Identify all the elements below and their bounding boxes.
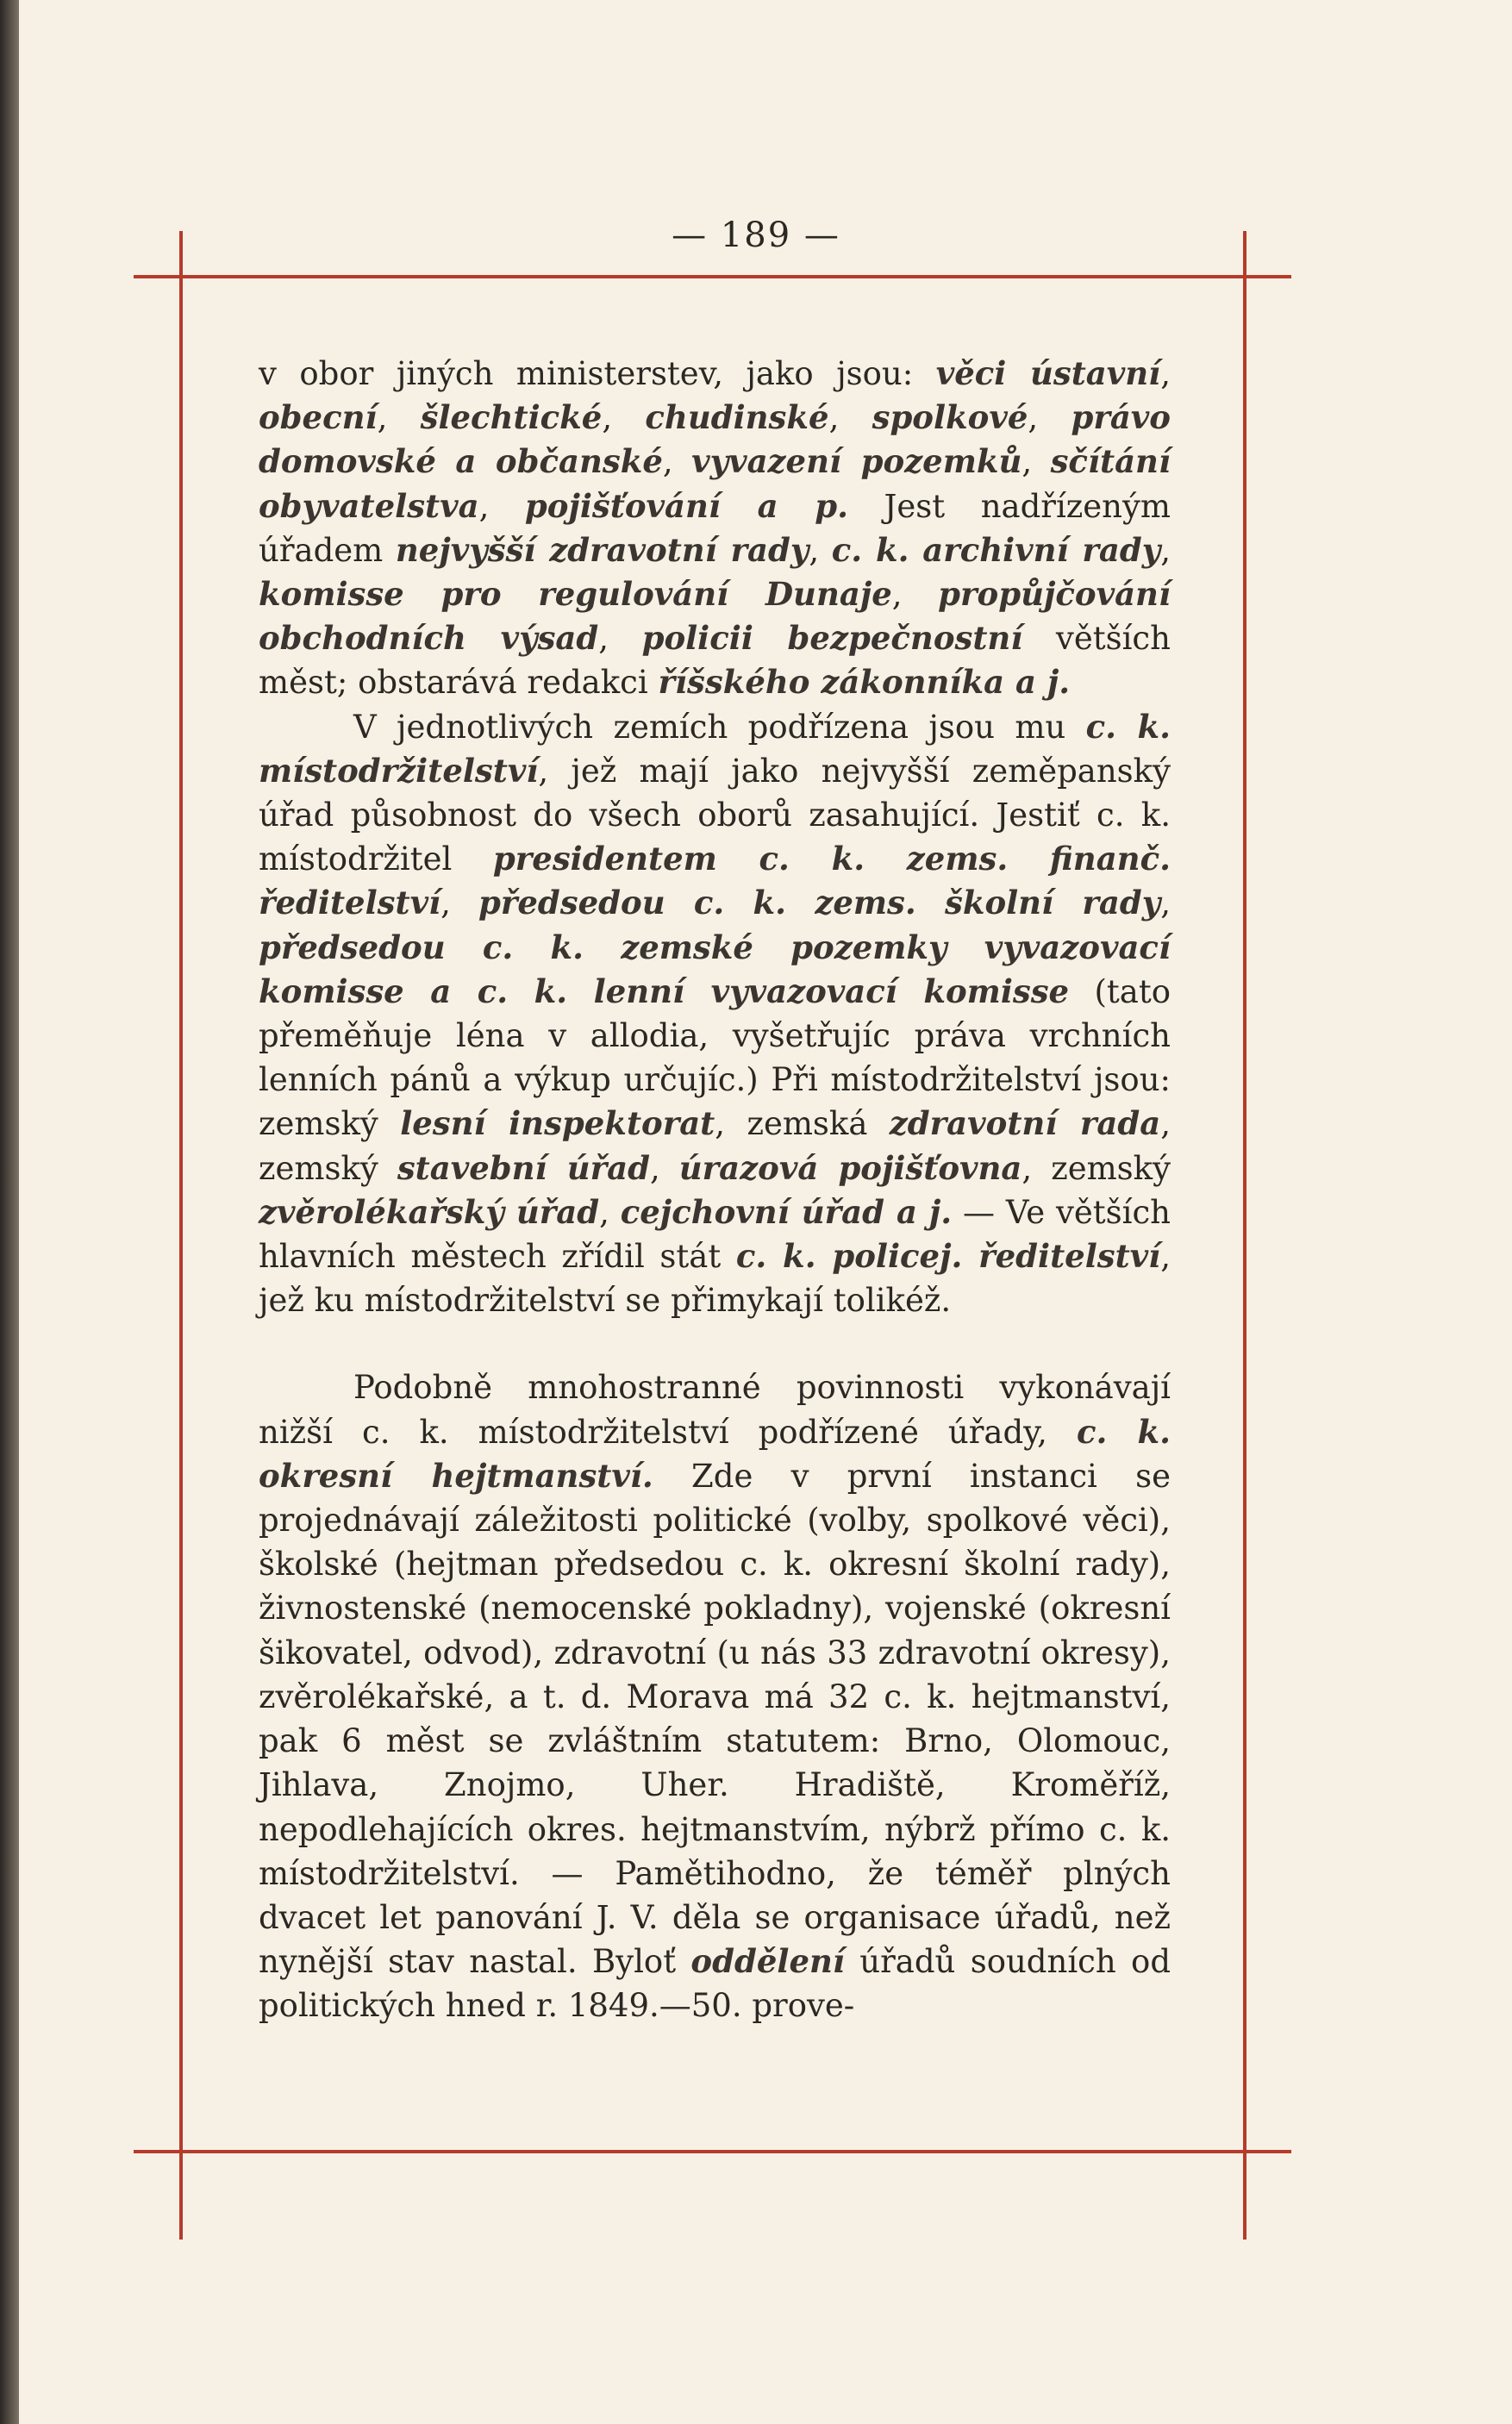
emphasized-term: věci ústavní — [935, 354, 1161, 392]
text-run: , jež ku místodržitelství se přimykají tolikéž. — [259, 1238, 1171, 1320]
text-run: , — [1022, 443, 1051, 481]
paragraph-1 — [259, 352, 1171, 705]
text-run: úřadů soudních od politických hned r. 1849.—50. prove- — [259, 1943, 1171, 2025]
emphasized-term: spolkové — [872, 398, 1028, 437]
text-run: větších měst; obstarává redakci — [259, 620, 1171, 702]
body-text — [259, 352, 1171, 2028]
text-run: v obor jiných ministerstev, jako jsou: — [259, 355, 936, 392]
emphasized-term: policii bezpečnostní — [641, 619, 1023, 658]
emphasized-term: c. k. místodržitelství — [259, 707, 1171, 790]
emphasized-term: zvěrolékařský úřad — [259, 1192, 600, 1231]
text-run: , — [891, 576, 939, 614]
emphasized-term: pojišťování a p. — [524, 486, 849, 525]
emphasized-term: c. k. okresní hejtmanství. — [259, 1412, 1171, 1495]
text-run: , zemská — [715, 1105, 890, 1143]
text-run: , — [649, 1149, 679, 1187]
text-run: Jest nadřízeným úřadem — [259, 487, 1171, 569]
text-run: , — [599, 1193, 621, 1231]
emphasized-term: c. k. policej. ředitelství — [735, 1237, 1161, 1276]
text-run: (tato přeměňuje léna v allodia, vyšetřujíc práva vrchních lenních pánů a výkup určujíc.) Při místodržitelství jsou: zemský — [259, 972, 1171, 1143]
emphasized-term: úrazová pojišťovna — [678, 1148, 1022, 1187]
text-run: , — [1160, 884, 1171, 922]
emphasized-term: oddělení — [690, 1942, 845, 1981]
text-run: , — [1160, 531, 1171, 569]
text-run: Podobně mnohostranné povinnosti vykonávají nižší c. k. místodržitelství podřízené úřady, — [259, 1369, 1171, 1451]
text-run: , zemský — [259, 1105, 1171, 1187]
text-run: , — [1160, 355, 1171, 392]
text-run: , — [828, 399, 872, 437]
emphasized-term: lesní inspektorat — [400, 1104, 715, 1143]
text-run: , — [809, 531, 832, 569]
text-run: , — [377, 399, 421, 437]
top-border-rule — [134, 275, 1291, 278]
page-number: — 189 — — [672, 216, 840, 255]
text-run: , jež mají jako nejvyšší zeměpanský úřad působnost do všech oborů zasahující. Jestiť c. k. místodržitel — [259, 752, 1171, 878]
text-run: , — [1028, 399, 1072, 437]
book-spine-shadow — [0, 0, 19, 2424]
paragraph-2 — [259, 705, 1171, 1323]
text-run: , — [662, 443, 692, 481]
emphasized-term: c. k. archivní rady — [831, 530, 1161, 569]
emphasized-term: chudinské — [645, 398, 829, 437]
text-run: , zemský — [1022, 1149, 1171, 1187]
text-run: , — [478, 487, 525, 525]
emphasized-term: předsedou c. k. zemské pozemky vyvazovací komisse a c. k. lenní vyvazovací komisse — [259, 928, 1171, 1010]
text-run: , — [602, 399, 646, 437]
text-run: — Ve větších hlavních městech zřídil stát — [259, 1193, 1171, 1276]
left-border-rule — [179, 231, 183, 2240]
text-run: Zde v první instanci se projednávají záležitosti politické (volby, spolkové věci), školské (hejtman předsedou c. k. okresní školní rady), živnostenské (nemocenské pokladny), vojenské (okresní šikovatel, odvod), zdravotní (u nás 33 zdravotní okresy), zvěrolékařské, a t. d. Morava má 32 c. k. hejtmanství, pak 6 měst se zvláštním statutem: Brno, Olomouc, Jihlava, Znojmo, Uher. Hradiště, Kroměříž, nepodlehajících okres. hejtmanstvím, nýbrž přímo c. k. místodržitelství. — Pamětihodno, že téměř plných dvacet let panování J. V. děla se organisace úřadů, než nynější stav nastal. Byloť — [259, 1457, 1171, 1981]
emphasized-term: nejvyšší zdravotní rady — [395, 530, 809, 569]
emphasized-term: zdravotní rada — [889, 1104, 1161, 1143]
emphasized-term: šlechtické — [420, 398, 603, 437]
emphasized-term: předsedou c. k. zems. školní rady — [478, 884, 1161, 922]
emphasized-term: obecní — [259, 398, 378, 437]
emphasized-term: presidentem c. k. zems. finanč. ředitelství — [259, 840, 1171, 922]
emphasized-term: propůjčování obchodních výsad — [259, 575, 1171, 658]
text-run: , — [598, 620, 642, 658]
emphasized-term: vyvazení pozemků — [691, 442, 1022, 481]
emphasized-term: stavební úřad — [397, 1148, 650, 1187]
emphasized-term: cejchovní úřad a j. — [620, 1192, 953, 1231]
text-run: , — [440, 884, 479, 922]
paragraph-3 — [259, 1365, 1171, 2027]
right-border-rule — [1243, 231, 1246, 2240]
emphasized-term: říšského zákonníka a j. — [658, 663, 1071, 702]
emphasized-term: sčítání obyvatelstva — [259, 442, 1171, 525]
text-run: V jednotlivých zemích podřízena jsou mu — [353, 708, 1086, 746]
bottom-border-rule — [134, 2150, 1291, 2153]
emphasized-term: komisse pro regulování Dunaje — [259, 575, 892, 614]
emphasized-term: právo domovské a občanské — [259, 398, 1171, 481]
